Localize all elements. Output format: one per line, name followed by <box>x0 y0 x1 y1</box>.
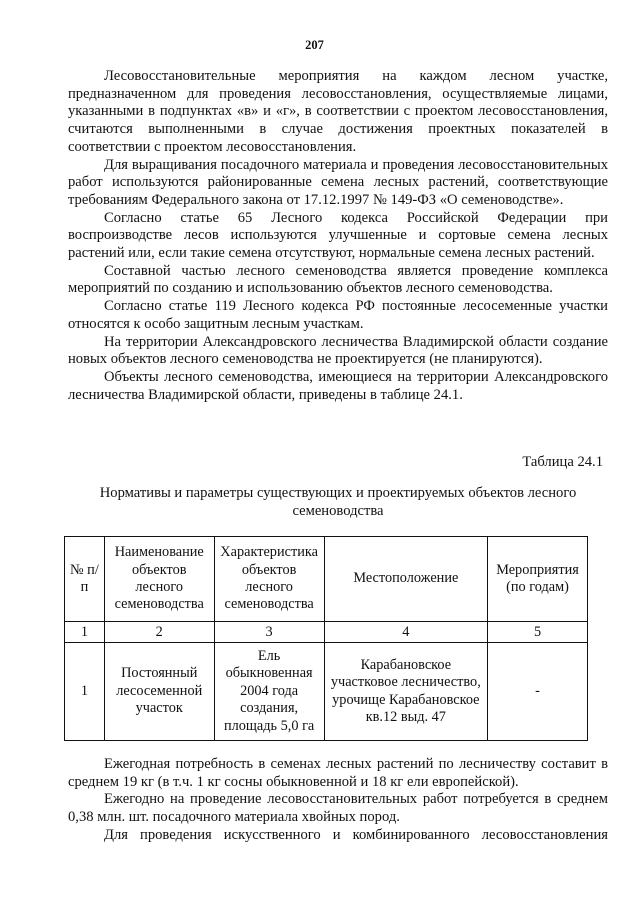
body-text-top <box>68 68 608 404</box>
paragraph-8: Ежегодная потребность в семенах лесных растений по лесничеству составит в среднем 19 кг (в т.ч. 1 кг сосны обыкновенной и 18 кг ели европейской). <box>68 756 608 790</box>
table-cell-measures: - <box>488 643 588 741</box>
header-number: № п/п <box>65 537 105 622</box>
table-cell-location: Карабановское участковое лесничество, урочище Карабановское кв.12 выд. 47 <box>324 643 487 741</box>
header-object-name: Наименование объектов лесного семеноводства <box>104 537 214 622</box>
page-number: 207 <box>305 38 324 52</box>
paragraph-1: Лесовосстановительные мероприятия на каждом лесном участке, предназначенном для проведения лесовосстановления, осуществляемые лицами, указанными в подпунктах «в» и «г», в соответствии с проектом лесовосстановления, считаются выполненными в случае достижения проектных показателей в соответствии с проектом лесовосстановления. <box>68 68 608 155</box>
seed-objects-table <box>64 536 588 741</box>
column-number: 4 <box>324 622 487 643</box>
paragraph-4: Составной частью лесного семеноводства является проведение комплекса мероприятий по созданию и использованию объектов лесного семеноводства. <box>68 262 608 297</box>
paragraph-3: Согласно статье 65 Лесного кодекса Российской Федерации при воспроизводстве лесов используются улучшенные и сортовые семена лесных растений или, если такие семена отсутствуют, нормальные семена лесных растений. <box>68 209 608 262</box>
column-number: 5 <box>488 622 588 643</box>
table-cell-characteristics: Ель обыкновенная 2004 года создания, площадь 5,0 га <box>214 643 324 741</box>
table-cell-object-name: Постоянный лесосеменной участок <box>104 643 214 741</box>
header-measures: Мероприятия (по годам) <box>488 537 588 622</box>
table-row <box>65 643 588 741</box>
table-title: Нормативы и параметры существующих и проектируемых объектов лесного семеноводства <box>99 485 577 519</box>
paragraph-7: Объекты лесного семеноводства, имеющиеся на территории Александровского лесничества Владимирской области, приведены в таблице 24.1. <box>68 368 608 403</box>
body-text-bottom <box>68 756 608 845</box>
table-label: Таблица 24.1 <box>522 454 603 470</box>
table-header-row <box>65 537 588 622</box>
column-number: 2 <box>104 622 214 643</box>
column-number: 3 <box>214 622 324 643</box>
paragraph-5: Согласно статье 119 Лесного кодекса РФ постоянные лесосеменные участки относятся к особо защитным лесным участкам. <box>68 298 608 332</box>
paragraph-9: Ежегодно на проведение лесовосстановительных работ потребуется в среднем 0,38 млн. шт. посадочного материала хвойных пород. <box>68 791 608 826</box>
header-location: Местоположение <box>324 537 487 622</box>
paragraph-6: На территории Александровского лесничества Владимирской области создание новых объектов лесного семеноводства не проектируется (не планируются). <box>68 333 608 368</box>
column-number: 1 <box>65 622 105 643</box>
table-cell-number: 1 <box>65 643 105 741</box>
table-column-number-row <box>65 622 588 643</box>
header-characteristics: Характеристика объектов лесного семеноводства <box>214 537 324 622</box>
paragraph-2: Для выращивания посадочного материала и проведения лесовосстановительных работ используются районированные семена лесных растений, соответствующие требованиям Федерального закона от 17.12.1997 № 149-ФЗ «О семеноводстве». <box>68 156 608 208</box>
paragraph-10: Для проведения искусственного и комбинированного лесовосстановления <box>104 826 608 843</box>
